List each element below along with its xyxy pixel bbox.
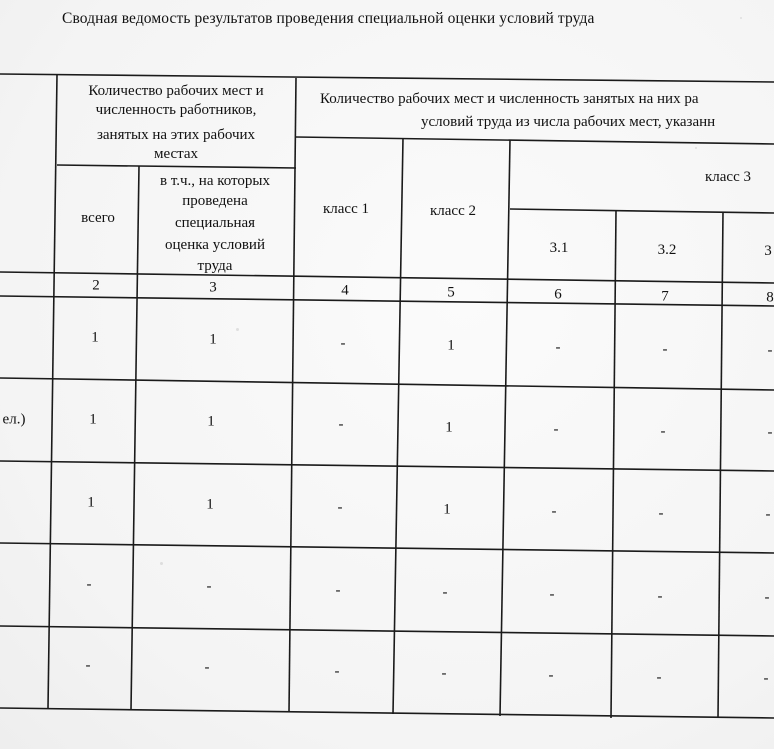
header-workplaces-line-2: численность работников, [95,102,257,118]
table-cell: - [767,342,773,359]
header-assessed-line-2: проведена [182,193,248,209]
table-cell: - [662,341,668,358]
col-number: 6 [554,286,562,303]
document-title: Сводная ведомость результатов проведения специальной оценки условий труда [62,10,595,27]
header-sub-3-1: 3.1 [549,240,569,256]
table-cell: - [204,659,210,676]
table-cell: - [658,505,664,522]
header-sub-3-3: 3 [764,243,772,259]
header-assessed-line-3: специальная [174,215,256,231]
table-cell: - [441,665,447,682]
col-number: 8 [766,289,774,306]
col-number: 3 [209,279,217,296]
scan-speck [695,147,697,149]
table-cell: - [338,416,344,433]
header-workplaces-line-4: местах [153,146,199,162]
scan-speck [740,17,742,19]
table-cell: 1 [209,331,217,348]
table-cell: - [549,586,555,603]
scan-speck [160,562,163,565]
row-label: ел.) [2,411,26,428]
col-number: 7 [661,288,669,305]
header-sub-3-2: 3.2 [657,242,677,258]
table-cell: - [763,670,769,687]
table-cell: - [767,424,773,441]
table-cell: 1 [207,413,215,430]
table-cell: - [340,335,346,352]
table-cell: - [334,663,340,680]
table-cell: - [553,421,559,438]
table-cell: - [442,584,448,601]
table-cell: 1 [443,501,451,518]
table-cell: 1 [447,337,455,354]
header-class-3: класс 3 [705,169,751,185]
table-cell: 1 [445,419,453,436]
header-conditions-line-2: условий труда из числа рабочих мест, указанн [421,114,716,130]
table-cell: - [551,503,557,520]
col-number: 4 [341,282,349,299]
table-cell: - [764,589,770,606]
table-cell: - [337,499,343,516]
col-number: 2 [92,277,100,294]
table-cell: - [206,578,212,595]
col-number: 5 [447,284,455,301]
table-cell: - [660,423,666,440]
table-cell: 1 [206,496,214,513]
header-workplaces-line-1: Количество рабочих мест и [88,83,264,99]
table-cell: 1 [87,494,95,511]
table-cell: - [656,669,662,686]
header-assessed-line-1: в т.ч., на которых [159,173,271,189]
header-workplaces-line-3: занятых на этих рабочих [96,127,256,143]
header-class-1: класс 1 [323,201,369,217]
header-total: всего [81,210,115,226]
table-cell: - [85,657,91,674]
header-assessed-line-5: труда [197,258,233,274]
table-cell: - [548,667,554,684]
table-cell: - [86,576,92,593]
table-cell: - [765,506,771,523]
scan-speck [236,328,239,331]
table-cell: 1 [91,329,99,346]
header-conditions-line-1: Количество рабочих мест и численность занятых на них ра [320,91,699,107]
header-class-2: класс 2 [430,203,476,219]
table-cell: - [335,582,341,599]
table-cell: - [555,339,561,356]
table-cell: - [657,588,663,605]
header-assessed-line-4: оценка условий [165,237,265,253]
table-cell: 1 [89,411,97,428]
